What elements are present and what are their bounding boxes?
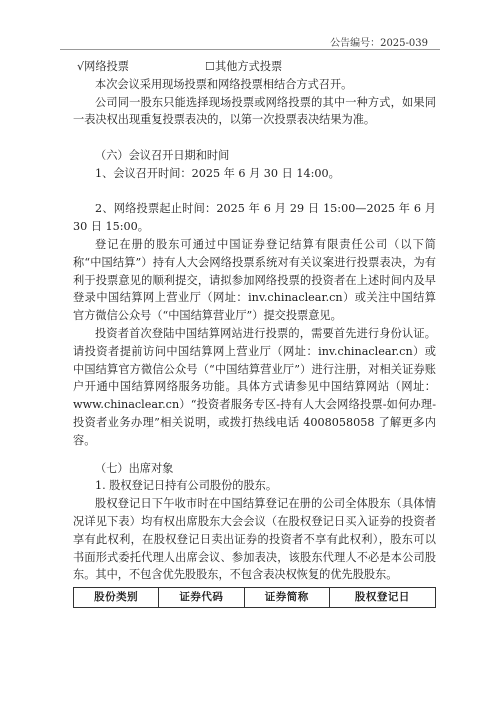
other-voting-option: ☐其他方式投票 [205, 60, 283, 73]
meeting-time: 1、会议召开时间：2025 年 6 月 30 日 14:00。 [95, 166, 340, 180]
document-body [73, 58, 436, 608]
section-6-title: （六）会议召开日期和时间 [95, 148, 230, 162]
network-voting-period: 2、网络投票起止时间：2025 年 6 月 29 日 15:00—2025 年 6 月 30 日 15:00。 [73, 202, 436, 234]
shareholder-paragraph: 股权登记日下午收市时在中国结算登记在册的公司全体股东（具体情况详见下表）均有权出席股东大会会议（在股权登记日买入证券的投资者享有此权利，在股权登记日卖出证券的投资者不享有此权利），股东可以书面形式委托代理人出席会议、参加表决，该股东代理人不必是本公司股东。其中，不包含优先股股东，不包含表决权恢复的优先股股东。 [73, 497, 436, 582]
attendee-item-1: 1. 股权登记日持有公司股份的股东。 [95, 479, 278, 493]
col-record-date: 股权登记日 [329, 588, 435, 608]
col-share-class: 股份类别 [74, 588, 159, 608]
notice-number: 公告编号：2025-039 [330, 38, 428, 49]
voting-options [73, 58, 436, 76]
share-registration-table [73, 587, 436, 608]
identity-auth-paragraph: 投资者首次登陆中国结算网站进行投票的，需要首先进行身份认证。请投资者提前访问中国结算网上营业厅（网址：inv.chinaclear.cn）或中国结算官方微信公众号（“中国结算营业厅”）进行注册，对相关证券账户开通中国结算网络服务功能。具体方式请参见中国结算网站（网址：www.chinaclear.cn）“投资者服务专区-持有人大会网络投票-如何办理-投资者业务办理”相关说明，或拨打热线电话 4008058058 了解更多内容。 [73, 326, 436, 447]
col-security-code: 证券代码 [159, 588, 244, 608]
col-security-short-name: 证券简称 [244, 588, 329, 608]
table-header-row [74, 588, 436, 608]
network-voting-paragraph: 登记在册的股东可通过中国证券登记结算有限责任公司（以下简称“中国结算”）持有人大会网络投票系统对有关议案进行投票表决，为有利于投票意见的顺利提交，请拟参加网络投票的投资者在上述时间内及早登录中国结算网上营业厅（网址：inv.chinaclear.cn）或关注中国结算官方微信公众号（“中国结算营业厅”）提交投票意见。 [73, 237, 436, 323]
voting-rule-note: 公司同一股东只能选择现场投票或网络投票的其中一种方式，如果同一表决权出现重复投票表决的，以第一次投票表决结果为准。 [73, 95, 436, 127]
section-7-title: （七）出席对象 [95, 461, 174, 475]
network-voting-option: √网络投票 [77, 60, 129, 73]
header-divider [60, 49, 440, 50]
combined-voting-note: 本次会议采用现场投票和网络投票相结合方式召开。 [95, 77, 353, 91]
